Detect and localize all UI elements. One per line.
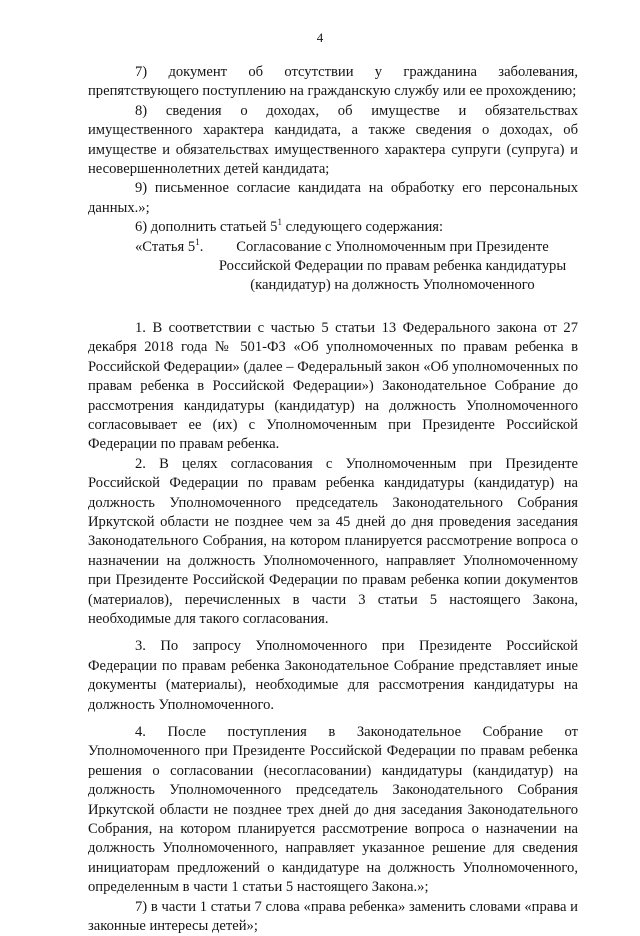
list-item-8: 8) сведения о доходах, об имуществе и обязательствах имущественного характера кандидата, а также сведения о доходах, об имуществе и обязательствах имущественного характера супруги (супруга) и несовершеннолетних детей кандидата; — [88, 102, 578, 178]
item6-sup: 1 — [277, 217, 282, 228]
article-heading — [88, 238, 578, 296]
article-title: Согласование с Уполномоченным при Президенте Российской Федерации по правам ребенка кандидатуры (кандидатур) на должность Уполномоченного — [218, 238, 567, 294]
clause-3: 3. По запросу Уполномоченного при Президенте Российской Федерации по правам ребенка Законодательное Собрание представляет иные документы (материалы), необходимые для рассмотрения кандидатуры на должность Уполномоченного. — [88, 638, 578, 713]
item6-text: 6) дополнить статьей 5 — [135, 219, 278, 236]
spacer — [88, 296, 578, 319]
page-number: 4 — [316, 30, 324, 45]
article-label — [88, 238, 207, 296]
clause-1: 1. В соответствии с частью 5 статьи 13 Федерального закона от 27 декабря 2018 года № 501-ФЗ «Об уполномоченных по правам ребенка в Российской Федерации» (далее – Федеральный закон «Об уполномоченных по правам ребенка в Российской Федерации») Законодательное Собрание до рассмотрения кандидатуры (кандидатур) на должность Уполномоченного согласовывает ее (их) с Уполномоченным при Президенте Российской Федерации по правам ребенка. — [88, 319, 578, 453]
amendment-item-7: 7) в части 1 статьи 7 слова «права ребенка» заменить словами «права и законные интересы детей»; — [88, 898, 578, 935]
article-label-sup: 1 — [195, 236, 200, 247]
article-label-text: «Статья 5 — [135, 238, 196, 255]
clause-2: 2. В целях согласования с Уполномоченным при Президенте Российской Федерации по правам ребенка кандидатуры (кандидатур) на должность Уполномоченного председатель Законодательного Собрания Иркутской области не позднее чем за 45 дней до дня проведения заседания Законодательного Собрания, на котором планируется рассмотрение вопроса о назначении на должность Уполномоченного, направляет Уполномоченному при Президенте Российской Федерации по правам ребенка копии документов (материалов), перечисленных в части 3 статьи 5 настоящего Закона, необходимые для такого согласования. — [88, 455, 578, 627]
item6-tail: следующего содержания: — [281, 219, 444, 236]
amendment-item-6 — [88, 218, 578, 237]
list-item-7: 7) документ об отсутствии у гражданина заболевания, препятствующего поступлению на гражданскую службу или ее прохождению; — [88, 64, 578, 100]
clause-4: 4. После поступления в Законодательное Собрание от Уполномоченного при Президенте Российской Федерации по правам ребенка решения о согласовании (несогласовании) кандидатуры (кандидатур) на должность Уполномоченного председатель Законодательного Собрания Иркутской области не позднее трех дней до дня заседания Законодательного Собрания, на котором планируется рассмотрение вопроса о назначении на должность Уполномоченного, направляет указанное решение для сведения инициаторам предложений о кандидатуре на должность Уполномоченного, определенным в части 1 статьи 5 настоящего Закона.»; — [88, 724, 578, 896]
document-body — [88, 63, 578, 936]
list-item-9: 9) письменное согласие кандидата на обработку его персональных данных.»; — [88, 180, 578, 216]
article-label-tail: . — [199, 238, 207, 255]
